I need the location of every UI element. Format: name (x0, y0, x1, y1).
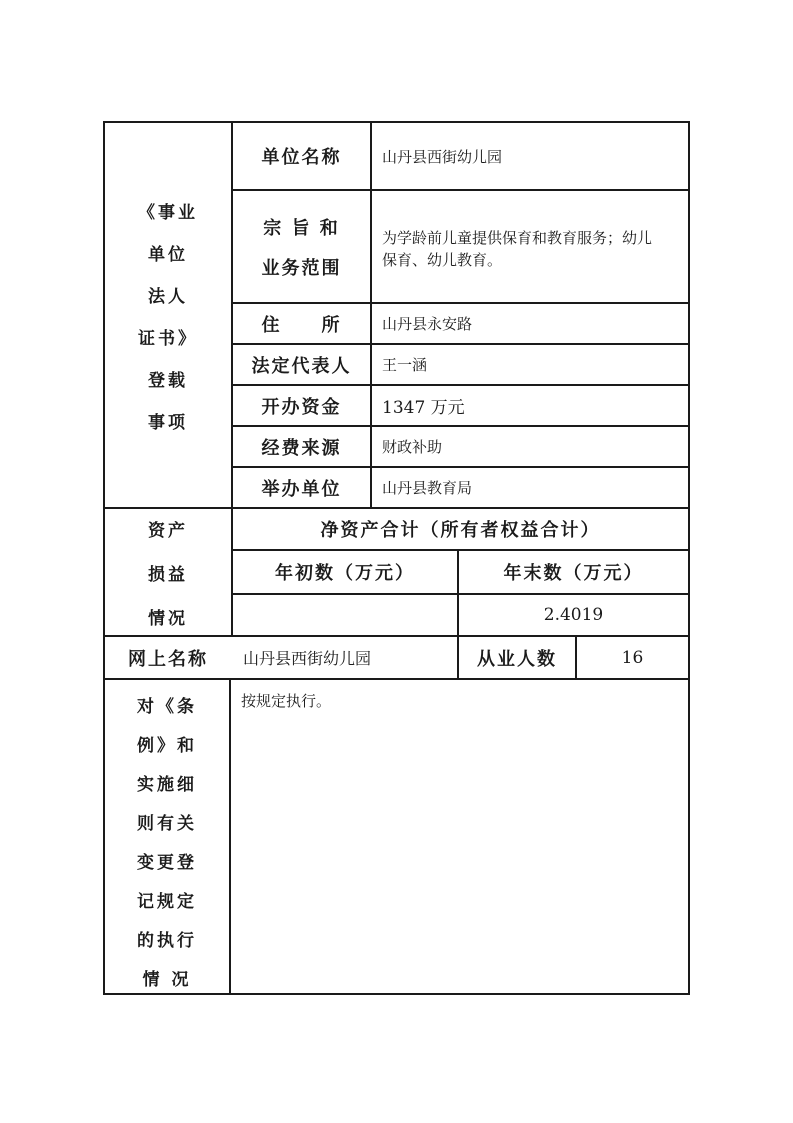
section-label-line: 例》和 (137, 736, 197, 756)
field-value-legal-rep: 王一涵 (382, 356, 428, 374)
section-label-line: 事项 (148, 412, 188, 433)
section-label-line: 记规定 (137, 892, 197, 912)
compliance-value: 按规定执行。 (241, 692, 332, 710)
assets-start-value (233, 595, 457, 635)
frame-right (688, 121, 690, 995)
section-label-line: 法人 (148, 286, 188, 307)
staff-count-label: 从业人数 (477, 648, 557, 670)
online-name-label: 网上名称 (128, 648, 208, 670)
section-label-line: 登载 (148, 370, 188, 391)
field-label-unit-name: 单位名称 (261, 147, 342, 168)
online-name-value: 山丹县西街幼儿园 (243, 649, 372, 668)
section-label-line: 《事业 (138, 202, 198, 223)
field-value-address: 山丹县永安路 (382, 315, 473, 333)
assets-section-label (105, 509, 231, 635)
assets-header: 净资产合计（所有者权益合计） (320, 520, 601, 541)
field-label-address: 住 所 (261, 314, 342, 336)
field-label-legal-rep: 法定代表人 (251, 355, 352, 377)
field-value-capital: 1347 万元 (382, 398, 465, 418)
assets-col-start: 年初数（万元） (275, 563, 415, 584)
field-value-unit-name: 山丹县西街幼儿园 (382, 147, 503, 166)
section-label-line: 证书》 (138, 328, 198, 349)
staff-count-value: 16 (621, 647, 644, 668)
field-label-purpose (233, 191, 370, 302)
section-label-line: 变更登 (137, 853, 197, 873)
field-label-line: 宗 旨 和 (263, 217, 340, 239)
section-label-line: 资产 (148, 520, 188, 541)
field-value-purpose (372, 191, 688, 302)
section-label-line: 单位 (148, 244, 188, 265)
registration-section-label (105, 123, 231, 507)
field-value-funding: 财政补助 (382, 438, 443, 456)
section-label-line: 损益 (148, 564, 188, 585)
field-label-sponsor: 举办单位 (261, 478, 342, 500)
frame-bottom (103, 993, 690, 995)
field-value-line: 保育、幼儿教育。 (382, 251, 503, 269)
field-label-funding: 经费来源 (261, 437, 342, 459)
section-label-line: 情况 (148, 608, 188, 629)
field-value-sponsor: 山丹县教育局 (382, 479, 473, 497)
section-label-line: 实施细 (137, 775, 197, 795)
assets-end-value: 2.4019 (543, 605, 604, 625)
assets-col-end: 年末数（万元） (503, 563, 644, 584)
section-label-line: 对《条 (137, 697, 197, 717)
field-value-line: 为学龄前儿童提供保育和教育服务；幼儿 (382, 229, 653, 247)
section-label-line: 则有关 (137, 814, 197, 834)
field-label-capital: 开办资金 (261, 396, 342, 418)
section-label-line: 情 况 (142, 970, 192, 990)
field-label-line: 业务范围 (261, 257, 342, 279)
section-label-line: 的执行 (137, 931, 197, 951)
compliance-section-label (105, 680, 229, 993)
